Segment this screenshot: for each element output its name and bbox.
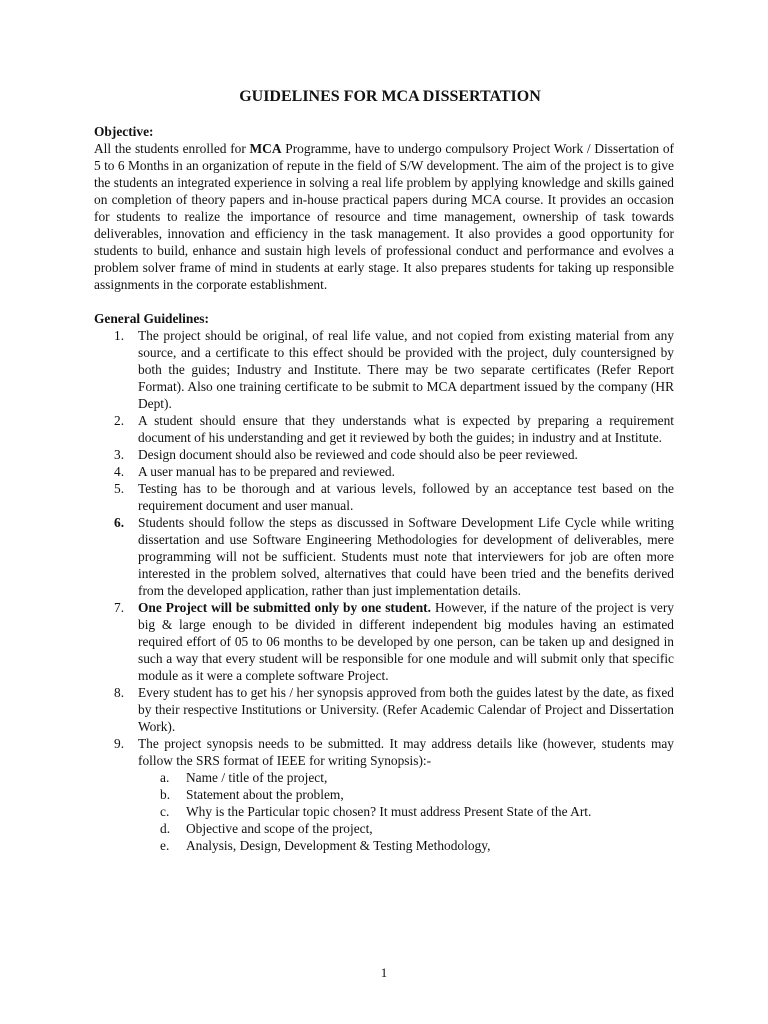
item-number: 9. xyxy=(114,736,125,751)
sub-item-text: Why is the Particular topic chosen? It must address Present State of the Art. xyxy=(186,804,592,819)
guideline-item-8 xyxy=(94,684,674,735)
page-number: 1 xyxy=(380,965,388,980)
sub-item-text: Statement about the problem, xyxy=(186,787,344,802)
item-number: 5. xyxy=(114,481,125,496)
guideline-item-4 xyxy=(94,463,674,480)
sub-item-e xyxy=(138,837,674,854)
guideline-item-1 xyxy=(94,327,674,412)
item-text: Testing has to be thorough and at various levels, followed by an acceptance test based on the requirement document and user manual. xyxy=(138,481,674,513)
sub-item-c xyxy=(138,803,674,820)
objective-heading: Objective: xyxy=(94,124,154,139)
synopsis-sublist xyxy=(138,769,674,854)
item-text: However, if the nature of the project is very big & large enough to be divided in different independent big modules having an estimated required effort of 05 to 06 months to be developed by one person, can be taken up and designed in such a way that every student will be responsible for one module and will submit only that specific module as it were a complete software Project. xyxy=(138,600,675,683)
sub-item-letter: a. xyxy=(160,770,170,785)
guideline-item-6 xyxy=(94,514,674,599)
guidelines-list xyxy=(94,327,674,854)
item-number: 8. xyxy=(114,685,125,700)
sub-item-b xyxy=(138,786,674,803)
objective-text-before: All the students enrolled for xyxy=(94,141,250,156)
objective-paragraph xyxy=(94,140,674,293)
objective-text-after: Programme, have to undergo compulsory Project Work / Dissertation of 5 to 6 Months in an organization of repute in the field of S/W development. The aim of the project is to give the students an integrated experience in solving a real life problem by applying knowledge and skills gained on completion of theory papers and in-house practical papers during MCA course. It provides an occasion for students to realize the importance of resource and time management, ownership of task towards deliverables, innovation and efficiency in the task management. It also provides a good opportunity for students to build, enhance and sustain high levels of professional conduct and performance and evolves a problem solver frame of mind in students at early stage. It also prepares students for taking up responsible assignments in the corporate establishment. xyxy=(94,141,674,292)
item-number: 6. xyxy=(114,515,125,530)
item-text: The project synopsis needs to be submitted. It may address details like (however, students may follow the SRS format of IEEE for writing Synopsis):- xyxy=(138,736,674,768)
objective-bold-term: MCA xyxy=(249,141,282,156)
item-text: A user manual has to be prepared and reviewed. xyxy=(138,464,395,479)
section-gap xyxy=(94,293,674,310)
item-text: Design document should also be reviewed and code should also be peer reviewed. xyxy=(138,447,578,462)
page-content xyxy=(94,87,674,854)
document-title: GUIDELINES FOR MCA DISSERTATION xyxy=(239,88,541,105)
item-number: 3. xyxy=(114,447,125,462)
sub-item-text: Name / title of the project, xyxy=(186,770,328,785)
sub-item-letter: b. xyxy=(160,787,171,802)
item-text: Students should follow the steps as discussed in Software Development Life Cycle while writing dissertation and use Software Engineering Methodologies for development of deliverables, mere programming will not be sufficient. Students must note that interviewers for job are often more interested in the problem solved, alternatives that could have been tried and the benefits derived from the developed application, rather than just implementation details. xyxy=(138,515,674,598)
sub-item-letter: e. xyxy=(160,838,170,853)
sub-item-letter: c. xyxy=(160,804,170,819)
item-number: 2. xyxy=(114,413,125,428)
guideline-item-5 xyxy=(94,480,674,514)
guideline-item-9 xyxy=(94,735,674,854)
item-number: 1. xyxy=(114,328,125,343)
general-guidelines-heading: General Guidelines: xyxy=(94,311,209,326)
item-number: 7. xyxy=(114,600,125,615)
guideline-item-2 xyxy=(94,412,674,446)
sub-item-letter: d. xyxy=(160,821,171,836)
guideline-item-3 xyxy=(94,446,674,463)
guideline-item-7 xyxy=(94,599,674,684)
sub-item-text: Analysis, Design, Development & Testing Methodology, xyxy=(186,838,491,853)
item-bold-lead: One Project will be submitted only by one student. xyxy=(138,600,431,615)
sub-item-d xyxy=(138,820,674,837)
sub-item-a xyxy=(138,769,674,786)
sub-item-text: Objective and scope of the project, xyxy=(186,821,373,836)
item-text: A student should ensure that they understands what is expected by preparing a requirement document of his understanding and get it reviewed by both the guides; in industry and at Institute. xyxy=(138,413,674,445)
item-text: Every student has to get his / her synopsis approved from both the guides latest by the date, as fixed by their respective Institutions or University. (Refer Academic Calendar of Project and Dissertation Work). xyxy=(138,685,674,734)
item-text: The project should be original, of real life value, and not copied from existing material from any source, and a certificate to this effect should be provided with the project, duly countersigned by both the guides; Industry and Institute. There may be two separate certificates (Refer Report Format). Also one training certificate to be submit to MCA department issued by the company (HR Dept). xyxy=(138,328,674,411)
item-number: 4. xyxy=(114,464,125,479)
